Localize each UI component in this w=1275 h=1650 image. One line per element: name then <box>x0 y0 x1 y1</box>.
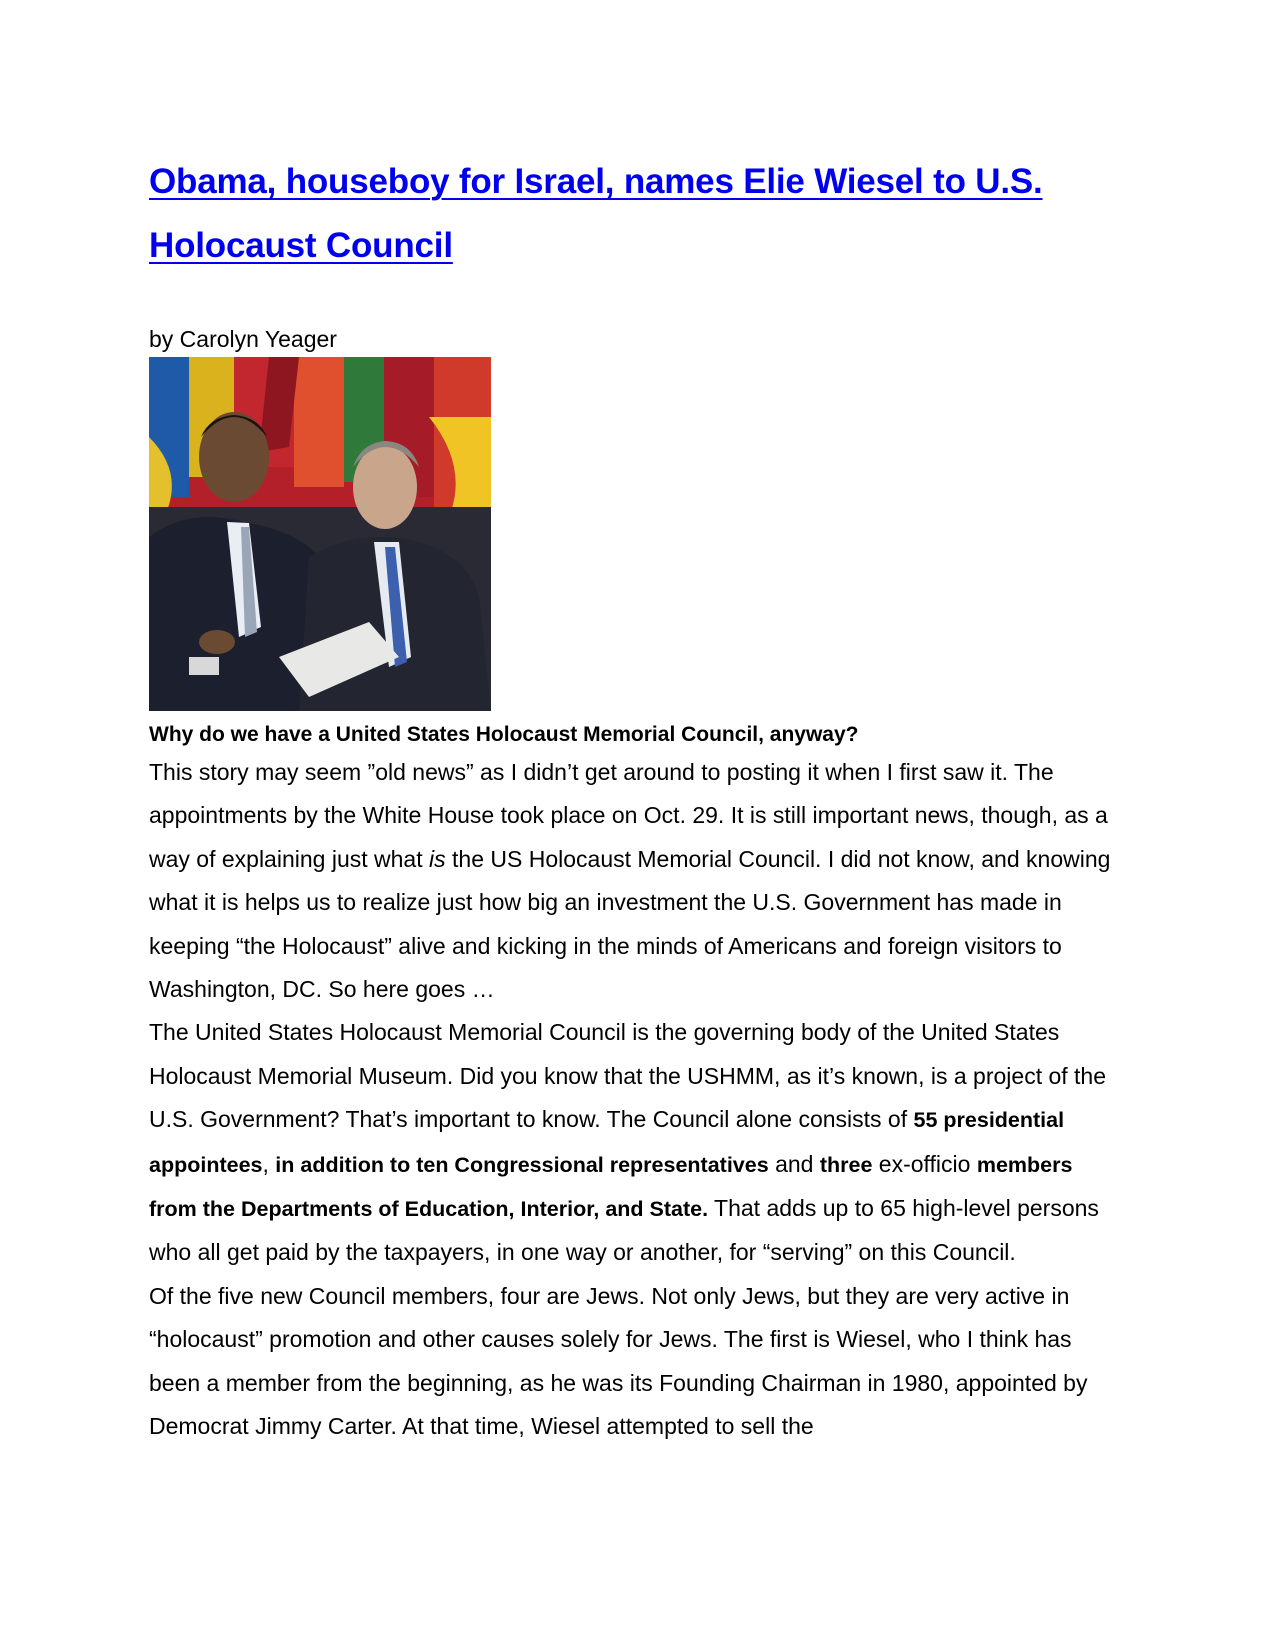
paragraph-2-text-5: That adds up to 65 high-level persons who all get paid by the taxpayers, in one way or another, for “serving” on this Council. <box>149 1195 1099 1266</box>
paragraph-2-text-3: and <box>768 1150 820 1177</box>
paragraph-2-text-1: The United States Holocaust Memorial Council is the governing body of the United States Holocaust Memorial Museum. Did you know that the USHMM, as it’s known, is a project of the U.S. Government? That’s important to know. The Council alone consists of <box>149 1019 1107 1133</box>
title-line-2: Holocaust Council <box>149 226 453 265</box>
paragraph-1-text-b: the US Holocaust Memorial Council. I did not know, and knowing what it is helps us to realize just how big an investment the U.S. Government has made in keeping “the Holocaust” alive and kicking in the minds of Americans and foreign visitors to Washington, DC. So here goes … <box>149 845 1111 1003</box>
byline: by Carolyn Yeager <box>149 326 337 352</box>
paragraph-1 <box>149 751 1124 1011</box>
paragraph-2-text-2: , <box>262 1150 276 1177</box>
paragraph-2 <box>149 1011 1124 1274</box>
subheading: Why do we have a United States Holocaust Memorial Council, anyway? <box>149 723 859 746</box>
article <box>149 150 1129 1449</box>
photo-illustration <box>149 357 491 711</box>
paragraph-3: Of the five new Council members, four are Jews. Not only Jews, but they are very active in “holocaust” promotion and other causes solely for Jews. The first is Wiesel, who I think has been a member from the beginning, as he was its Founding Chairman in 1980, appointed by Democrat Jimmy Carter. At that time, Wiesel attempted to sell the <box>149 1282 1088 1440</box>
article-title <box>149 150 1109 278</box>
paragraph-2-text-4: ex-officio <box>872 1150 977 1177</box>
paragraph-2-bold-4: members from the Departments of Education, Interior, and State. <box>149 1152 1073 1222</box>
paragraph-1-italic: is <box>429 845 446 872</box>
paragraph-1-text-a: This story may seem ”old news” as I didn’t get around to posting it when I first saw it. The appointments by the White House took place on Oct. 29. It is still important news, though, as a way of explaining just what <box>149 759 1108 872</box>
article-photo <box>149 357 491 711</box>
title-line-1: Obama, houseboy for Israel, names Elie Wiesel to U.S. <box>149 162 1043 201</box>
paragraph-2-bold-1: 55 presidential appointees <box>149 1108 1065 1177</box>
paragraph-2-bold-2: in addition to ten Congressional representatives <box>275 1152 769 1177</box>
paragraph-2-bold-3: three <box>819 1152 873 1177</box>
title-link[interactable] <box>149 162 1043 265</box>
